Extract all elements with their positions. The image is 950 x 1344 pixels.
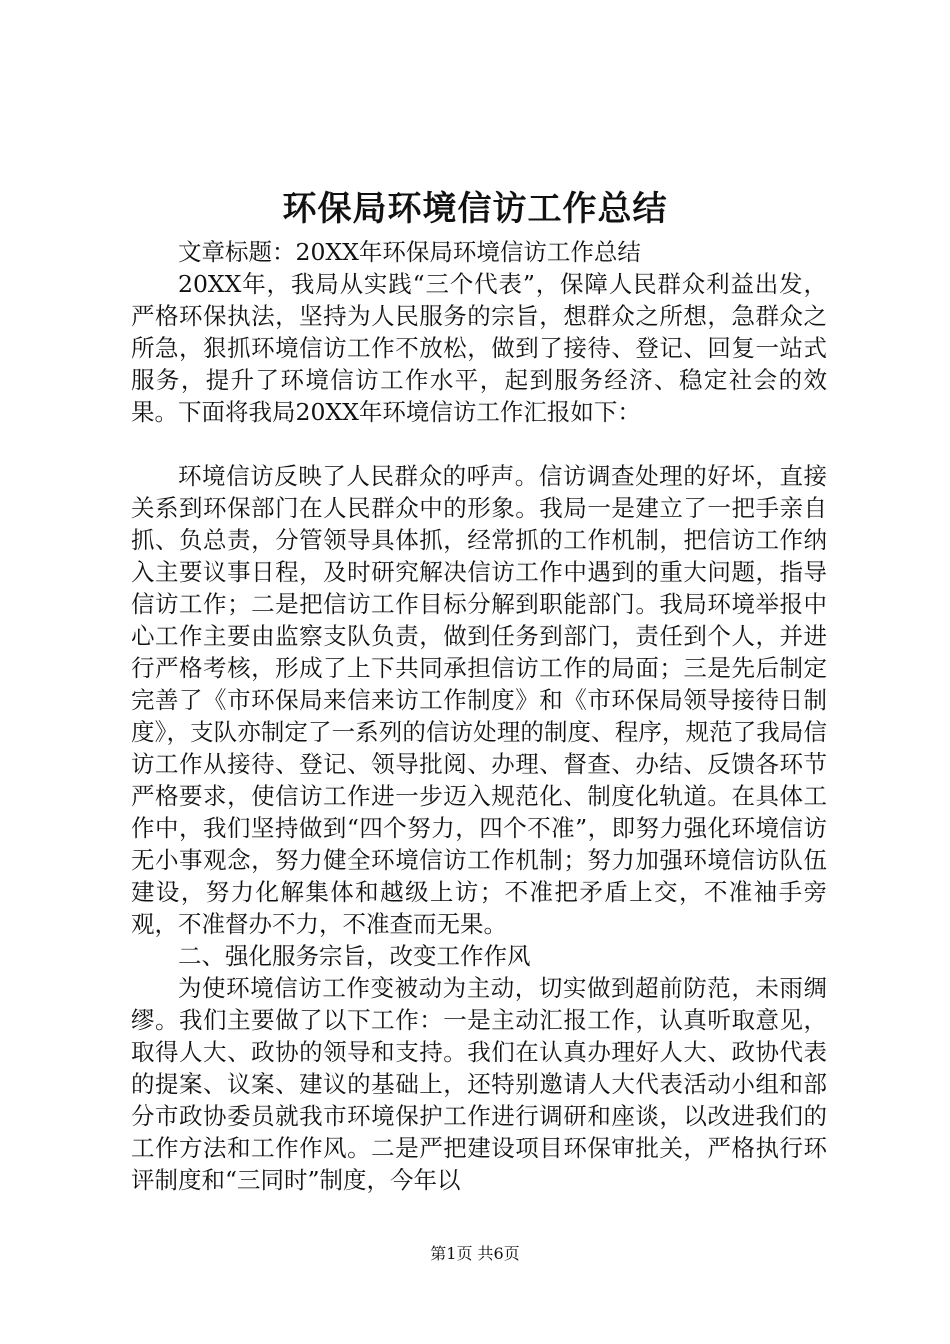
section-heading: 二、强化服务宗旨，改变工作作风 [178,942,531,970]
body-paragraph: 环境信访反映了人民群众的呼声。信访调查处理的好坏，直接关系到环保部门在人民群众中的形象。我局一是建立了一把手亲自抓、负总责，分管领导具体抓，经常抓的工作机制，把信访工作纳入主要议事日程，及时研究解决信访工作中遇到的重大问题，指导信访工作；二是把信访工作目标分解到职能部门。我局环境举报中心工作主要由监察支队负责，做到任务到部门，责任到个人，并进行严格考核，形成了上下共同承担信访工作的局面；三是先后制定完善了《市环保局来信来访工作制度》和《市环保局领导接待日制度》，支队亦制定了一系列的信访处理的制度、程序，规范了我局信访工作从接待、登记、领导批阅、办理、督查、办结、反馈各环节严格要求，使信访工作进一步迈入规范化、制度化轨道。在具体工作中，我们坚持做到“四个努力，四个不准”，即努力强化环境信访无小事观念，努力健全环境信访工作机制；努力加强环境信访队伍建设，努力化解集体和越级上访；不准把矛盾上交，不准袖手旁观，不准督办不力，不准查而无果。 [131,462,827,938]
document-title: 环保局环境信访工作总结 [282,189,668,229]
page-footer: 第1页 共6页 [430,1244,520,1263]
article-title-line: 文章标题：20XX年环保局环境信访工作总结 [178,238,641,266]
body-paragraph: 为使环境信访工作变被动为主动，切实做到超前防范，未雨绸缪。我们主要做了以下工作：一是主动汇报工作，认真听取意见，取得人大、政协的领导和支持。我们在认真办理好人大、政协代表的提案、议案、建议的基础上，还特别邀请人大代表活动小组和部分市政协委员就我市环境保护工作进行调研和座谈，以改进我们的工作方法和工作作风。二是严把建设项目环保审批关，严格执行环评制度和“三同时”制度，今年以 [131,974,827,1194]
document-body [131,236,827,1196]
intro-paragraph: 20XX年，我局从实践“三个代表”，保障人民群众利益出发，严格环保执法，坚持为人民服务的宗旨，想群众之所想，急群众之所急，狠抓环境信访工作不放松，做到了接待、登记、回复一站式服务，提升了环境信访工作水平，起到服务经济、稳定社会的效果。下面将我局20XX年环境信访工作汇报如下： [131,270,827,426]
